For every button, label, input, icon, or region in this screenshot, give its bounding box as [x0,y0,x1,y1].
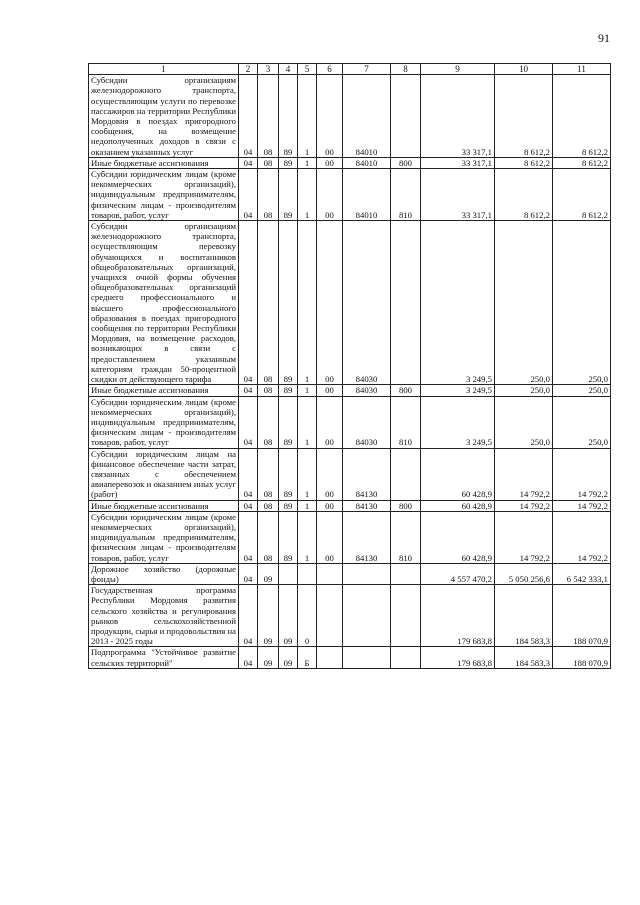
amount-2022-cell: 8 612,2 [495,75,553,158]
event-code-cell: 00 [317,385,343,396]
event-code-cell [317,563,343,584]
column-header-2: 2 [239,64,258,75]
column-header-1: 1 [89,64,239,75]
direction-code-cell: 84010 [343,157,391,168]
amount-2021-cell: 33 317,1 [421,169,495,221]
direction-code-cell [343,585,391,647]
event-code-cell: 00 [317,169,343,221]
column-header-4: 4 [279,64,298,75]
direction-code-cell [343,563,391,584]
section-code-cell: 04 [239,75,258,158]
amount-2023-cell: 8 612,2 [553,169,611,221]
page-number: 91 [598,31,610,45]
table-row [89,396,611,448]
amount-2021-cell: 60 428,9 [421,448,495,500]
amount-2021-cell: 60 428,9 [421,511,495,563]
program-code-cell: 09 [279,585,298,647]
subsection-code-cell: 08 [258,169,279,221]
direction-code-cell: 84010 [343,75,391,158]
amount-2023-cell: 250,0 [553,385,611,396]
amount-2022-cell: 14 792,2 [495,511,553,563]
program-code-cell: 89 [279,75,298,158]
row-name-cell: Субсидии организациям железнодорожного транспорта, осуществляющим перевозку обучающихся и воспитанников общеобразовательных организаций, учащихся очной формы обучения общеобразовательных организаций среднего профессионального и высшего профессионального образования в поездах пригородного сообщения по территории Республики Мордовия, на возмещение расходов, возникающих в связи с предоставлением указанным категориям граждан 50-процентной скидки от действующего тарифа [89,221,239,385]
budget-table-body [89,75,611,669]
event-code-cell: 00 [317,221,343,385]
subsection-code-cell: 08 [258,511,279,563]
amount-2021-cell: 4 557 470,2 [421,563,495,584]
subsection-code-cell: 08 [258,448,279,500]
table-row [89,169,611,221]
expense-type-cell [391,563,421,584]
direction-code-cell: 84030 [343,385,391,396]
table-row [89,511,611,563]
event-code-cell [317,585,343,647]
subprogram-code-cell: 0 [298,585,317,647]
table-row [89,157,611,168]
amount-2021-cell: 3 249,5 [421,396,495,448]
subsection-code-cell: 08 [258,500,279,511]
expense-type-cell: 800 [391,385,421,396]
table-row [89,385,611,396]
subsection-code-cell: 09 [258,563,279,584]
subprogram-code-cell: 1 [298,169,317,221]
program-code-cell: 89 [279,511,298,563]
subsection-code-cell: 08 [258,221,279,385]
column-header-11: 11 [553,64,611,75]
subprogram-code-cell: 1 [298,511,317,563]
table-row [89,563,611,584]
direction-code-cell: 84130 [343,500,391,511]
amount-2023-cell: 14 792,2 [553,511,611,563]
row-name-cell: Подпрограмма "Устойчивое развитие сельских территорий" [89,647,239,668]
column-header-7: 7 [343,64,391,75]
program-code-cell: 89 [279,221,298,385]
amount-2022-cell: 5 050 256,6 [495,563,553,584]
subprogram-code-cell: Б [298,647,317,668]
section-code-cell: 04 [239,396,258,448]
subprogram-code-cell [298,563,317,584]
amount-2023-cell: 14 792,2 [553,448,611,500]
subsection-code-cell: 08 [258,396,279,448]
direction-code-cell [343,647,391,668]
table-row [89,448,611,500]
row-name-cell: Субсидии юридическим лицам на финансовое обеспечение части затрат, связанных с обеспечением авиаперевозок и оказанием иных услуг (работ) [89,448,239,500]
expense-type-cell [391,647,421,668]
table-row [89,75,611,158]
amount-2023-cell: 250,0 [553,221,611,385]
expense-type-cell: 810 [391,169,421,221]
section-code-cell: 04 [239,448,258,500]
section-code-cell: 04 [239,221,258,385]
direction-code-cell: 84030 [343,221,391,385]
expense-type-cell [391,75,421,158]
amount-2022-cell: 8 612,2 [495,157,553,168]
amount-2022-cell: 250,0 [495,385,553,396]
amount-2022-cell: 8 612,2 [495,169,553,221]
amount-2021-cell: 3 249,5 [421,221,495,385]
amount-2023-cell: 14 792,2 [553,500,611,511]
expense-type-cell [391,448,421,500]
amount-2022-cell: 250,0 [495,221,553,385]
event-code-cell: 00 [317,157,343,168]
program-code-cell: 89 [279,169,298,221]
event-code-cell [317,647,343,668]
section-code-cell: 04 [239,511,258,563]
amount-2021-cell: 60 428,9 [421,500,495,511]
subsection-code-cell: 08 [258,385,279,396]
table-row [89,500,611,511]
program-code-cell: 89 [279,385,298,396]
amount-2023-cell: 8 612,2 [553,157,611,168]
section-code-cell: 04 [239,169,258,221]
row-name-cell: Иные бюджетные ассигнования [89,500,239,511]
event-code-cell: 00 [317,75,343,158]
amount-2023-cell: 6 542 333,1 [553,563,611,584]
subprogram-code-cell: 1 [298,157,317,168]
amount-2021-cell: 179 683,8 [421,647,495,668]
event-code-cell: 00 [317,500,343,511]
program-code-cell: 89 [279,396,298,448]
budget-table [88,63,611,669]
amount-2023-cell: 250,0 [553,396,611,448]
row-name-cell: Иные бюджетные ассигнования [89,157,239,168]
program-code-cell [279,563,298,584]
subprogram-code-cell: 1 [298,385,317,396]
subprogram-code-cell: 1 [298,396,317,448]
table-row [89,647,611,668]
column-header-8: 8 [391,64,421,75]
subprogram-code-cell: 1 [298,448,317,500]
direction-code-cell: 84030 [343,396,391,448]
column-header-3: 3 [258,64,279,75]
row-name-cell: Субсидии юридическим лицам (кроме некоммерческих организаций), индивидуальным предпринимателям, физическим лицам - производителям товаров, работ, услуг [89,169,239,221]
program-code-cell: 09 [279,647,298,668]
amount-2021-cell: 33 317,1 [421,157,495,168]
direction-code-cell: 84130 [343,511,391,563]
amount-2022-cell: 184 583,3 [495,585,553,647]
section-code-cell: 04 [239,500,258,511]
section-code-cell: 04 [239,563,258,584]
section-code-cell: 04 [239,585,258,647]
subprogram-code-cell: 1 [298,221,317,385]
column-header-5: 5 [298,64,317,75]
row-name-cell: Субсидии юридическим лицам (кроме некоммерческих организаций), индивидуальным предпринимателям, физическим лицам - производителям товаров, работ, услуг [89,396,239,448]
row-name-cell: Субсидии юридическим лицам (кроме некоммерческих организаций), индивидуальным предпринимателям, физическим лицам - производителям товаров, работ, услуг [89,511,239,563]
amount-2021-cell: 179 683,8 [421,585,495,647]
subsection-code-cell: 09 [258,585,279,647]
column-header-10: 10 [495,64,553,75]
amount-2022-cell: 184 583,3 [495,647,553,668]
amount-2022-cell: 14 792,2 [495,448,553,500]
event-code-cell: 00 [317,511,343,563]
expense-type-cell: 800 [391,157,421,168]
section-code-cell: 04 [239,157,258,168]
section-code-cell: 04 [239,647,258,668]
subsection-code-cell: 09 [258,647,279,668]
subsection-code-cell: 08 [258,157,279,168]
program-code-cell: 89 [279,157,298,168]
event-code-cell: 00 [317,448,343,500]
direction-code-cell: 84010 [343,169,391,221]
subprogram-code-cell: 1 [298,75,317,158]
expense-type-cell: 800 [391,500,421,511]
table-row [89,221,611,385]
table-row [89,585,611,647]
row-name-cell: Субсидии организациям железнодорожного транспорта, осуществляющим услуги по перевозке пассажиров на территории Республики Мордовия в поездах пригородного сообщения, на возмещение недополученных доходов в связи с оказанием указанных услуг [89,75,239,158]
program-code-cell: 89 [279,500,298,511]
row-name-cell: Дорожное хозяйство (дорожные фонды) [89,563,239,584]
expense-type-cell: 810 [391,396,421,448]
direction-code-cell: 84130 [343,448,391,500]
expense-type-cell [391,221,421,385]
column-number-header-row [89,64,611,75]
event-code-cell: 00 [317,396,343,448]
program-code-cell: 89 [279,448,298,500]
expense-type-cell [391,585,421,647]
row-name-cell: Государственная программа Республики Мордовия развития сельского хозяйства и регулирования рынков сельскохозяйственной продукции, сырья и продовольствия на 2013 - 2025 годы [89,585,239,647]
subprogram-code-cell: 1 [298,500,317,511]
amount-2023-cell: 188 070,9 [553,647,611,668]
section-code-cell: 04 [239,385,258,396]
amount-2021-cell: 3 249,5 [421,385,495,396]
column-header-6: 6 [317,64,343,75]
amount-2023-cell: 8 612,2 [553,75,611,158]
column-header-9: 9 [421,64,495,75]
expense-type-cell: 810 [391,511,421,563]
row-name-cell: Иные бюджетные ассигнования [89,385,239,396]
amount-2023-cell: 188 070,9 [553,585,611,647]
amount-2021-cell: 33 317,1 [421,75,495,158]
amount-2022-cell: 250,0 [495,396,553,448]
amount-2022-cell: 14 792,2 [495,500,553,511]
subsection-code-cell: 08 [258,75,279,158]
